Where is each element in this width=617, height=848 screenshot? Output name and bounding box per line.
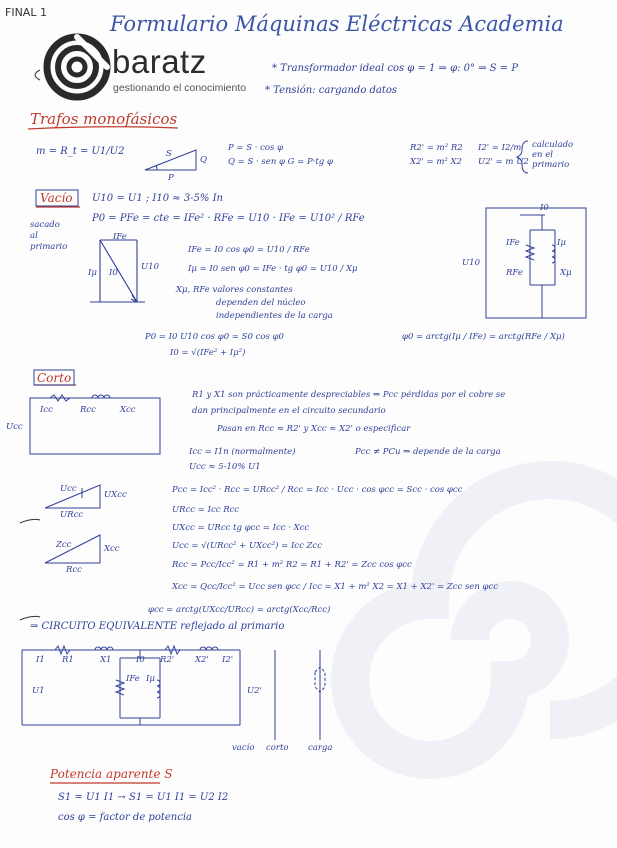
vacio-side-3: primario bbox=[30, 242, 68, 252]
corto-l3: Pasan en Rcc ≈ R2' y Xcc ≈ X2' o especificar bbox=[217, 424, 411, 434]
note-tension: * Tensión: cargando datos bbox=[265, 85, 398, 96]
corner-label: FINAL 1 bbox=[5, 6, 47, 19]
corto-l4: Icc = I1n (normalmente) bbox=[189, 447, 296, 457]
tri1-uxcc: UXcc bbox=[104, 490, 127, 500]
note-ideal: * Transformador ideal cos φ = 1 ⇒ φ: 0° ⇒ S = P bbox=[272, 63, 519, 74]
section-trafos: Trafos monofásicos bbox=[30, 110, 178, 128]
cc-rcc: Rcc bbox=[80, 405, 96, 415]
vc-imu: Iμ bbox=[557, 238, 566, 248]
vacio-line2: P0 = PFe = cte = IFe² · RFe = U10 · IFe = U10² / RFe bbox=[92, 213, 365, 224]
baratz-logo-mark bbox=[47, 37, 107, 97]
eq-x2: X2' = m² X2 bbox=[410, 157, 462, 167]
eq-u1: U1 bbox=[32, 686, 45, 696]
corto-l1: R1 y X1 son prácticamente despreciables ⇒ Pcc pérdidas por el cobre se bbox=[192, 390, 506, 400]
eq-bottom-corto: corto bbox=[266, 743, 289, 753]
eq-i2: I2' = I2/m bbox=[478, 143, 522, 153]
vc-xmu: Xμ bbox=[560, 268, 572, 278]
corto-uxcc: UXcc = URcc tg φcc = Icc · Xcc bbox=[172, 523, 310, 533]
page-title: Formulario Máquinas Eléctricas Academia bbox=[110, 12, 564, 36]
vacio-note-1: Xμ, RFe valores constantes bbox=[176, 285, 293, 295]
vacio-note-3: independientes de la carga bbox=[216, 311, 333, 321]
cc-icc: Icc bbox=[40, 405, 53, 415]
corto-urcc: URcc = Icc Rcc bbox=[172, 505, 240, 515]
eq-ife: IFe bbox=[126, 674, 140, 684]
eq-m: m = R_t = U1/U2 bbox=[36, 146, 125, 157]
tri1-ucc: Ucc bbox=[60, 484, 77, 494]
watermark-swirl bbox=[350, 480, 617, 760]
vacio-i0: I0 = √(IFe² + Iμ²) bbox=[170, 348, 246, 358]
eq-label-x2: X2' bbox=[195, 655, 209, 665]
phasor-i0: I0 bbox=[109, 268, 118, 278]
cc-xcc: Xcc bbox=[120, 405, 136, 415]
logo-brand: baratz bbox=[112, 43, 207, 80]
eq-imu: Iμ bbox=[146, 674, 155, 684]
eq-label-r2: R2' bbox=[160, 655, 175, 665]
vc-i0: I0 bbox=[540, 203, 549, 213]
vacio-side-1: sacado bbox=[30, 220, 60, 230]
tri2-zcc: Zcc bbox=[56, 540, 72, 550]
eq-bottom-carga: carga bbox=[308, 743, 333, 753]
cc-ucc: Ucc bbox=[6, 422, 23, 432]
corto-l4b: Pcc ≠ PCu ⇒ depende de la carga bbox=[355, 447, 501, 457]
section-corto: Corto bbox=[37, 371, 72, 385]
vacio-imu: Iμ = I0 sen φ0 = IFe · tg φ0 = U10 / Xμ bbox=[188, 264, 358, 274]
logo-tagline: gestionando el conocimiento bbox=[113, 82, 247, 94]
corto-pcc: Pcc = Icc² · Rcc = URcc² / Rcc = Icc · Ucc · cos φcc = Scc · cos φcc bbox=[172, 485, 463, 495]
section-potencia: Potencia aparente S bbox=[50, 767, 173, 781]
vacio-side-2: al bbox=[30, 231, 38, 241]
eq-u2: U2' = m U2 bbox=[478, 157, 529, 167]
corto-rcc: Rcc = Pcc/Icc² = R1 + m² R2 = R1 + R2' = Zcc cos φcc bbox=[172, 560, 412, 570]
eq-r2: R2' = m² R2 bbox=[410, 143, 463, 153]
corto-ucc: Ucc = √(URcc² + UXcc²) = Icc Zcc bbox=[172, 541, 322, 551]
eq-label-i2: I2' bbox=[222, 655, 234, 665]
corto-l2: dan principalmente en el circuito secundario bbox=[192, 406, 386, 416]
vc-rfe: RFe bbox=[506, 268, 523, 278]
vacio-p0: P0 = I0 U10 cos φ0 = S0 cos φ0 bbox=[145, 332, 284, 342]
corto-xcc: Xcc = Qcc/Icc² = Ucc sen φcc / Icc = X1 + m² X2 = X1 + X2' = Zcc sen φcc bbox=[172, 582, 498, 592]
tri2-rcc: Rcc bbox=[66, 565, 82, 575]
vacio-note-2: dependen del núcleo bbox=[216, 298, 306, 308]
tri-p: P bbox=[168, 173, 174, 183]
section-vacio: Vacío bbox=[40, 191, 73, 205]
vc-u10: U10 bbox=[462, 258, 480, 268]
section-circuito: ⇒ CIRCUITO EQUIVALENTE reflejado al primario bbox=[30, 621, 285, 632]
corto-circuit bbox=[30, 395, 160, 454]
potencia-l2: cos φ = factor de potencia bbox=[58, 812, 192, 823]
tri1-urcc: URcc bbox=[60, 510, 84, 520]
vacio-line1: U10 = U1 ; I10 ≈ 3-5% In bbox=[92, 193, 223, 204]
eq-u2: U2' bbox=[247, 686, 262, 696]
tri-q: Q bbox=[200, 155, 207, 165]
corto-phicc: φcc = arctg(UXcc/URcc) = arctg(Xcc/Rcc) bbox=[148, 605, 331, 615]
potencia-l1: S1 = U1 I1 → S1 = U1 I1 = U2 I2 bbox=[58, 792, 229, 803]
phasor-u: U10 bbox=[141, 262, 159, 272]
phasor-ife: IFe bbox=[113, 232, 127, 242]
corto-l5: Ucc ≈ 5-10% U1 bbox=[189, 462, 261, 472]
eq-bottom-vacio: vacío bbox=[232, 743, 255, 753]
phasor-imu: Iμ bbox=[88, 268, 97, 278]
vacio-circuit bbox=[486, 208, 586, 318]
corto-triangles bbox=[45, 485, 100, 563]
trafos-side-note: calculado en el primario bbox=[532, 140, 574, 170]
tri2-xcc: Xcc bbox=[104, 544, 120, 554]
eq-label-r1: R1 bbox=[62, 655, 74, 665]
eq-p: P = S · cos φ bbox=[228, 143, 284, 153]
eq-q: Q = S · sen φ G = P·tg φ bbox=[228, 157, 333, 167]
vc-ife: IFe bbox=[506, 238, 520, 248]
eq-label-i1: I1 bbox=[36, 655, 45, 665]
tri-s: S bbox=[166, 149, 172, 159]
eq-label-i0: I0 bbox=[136, 655, 145, 665]
vacio-phi0: φ0 = arctg(Iμ / IFe) = arctg(RFe / Xμ) bbox=[402, 332, 565, 342]
vacio-ife: IFe = I0 cos φ0 = U10 / RFe bbox=[188, 245, 310, 255]
eq-label-x1: X1 bbox=[100, 655, 112, 665]
